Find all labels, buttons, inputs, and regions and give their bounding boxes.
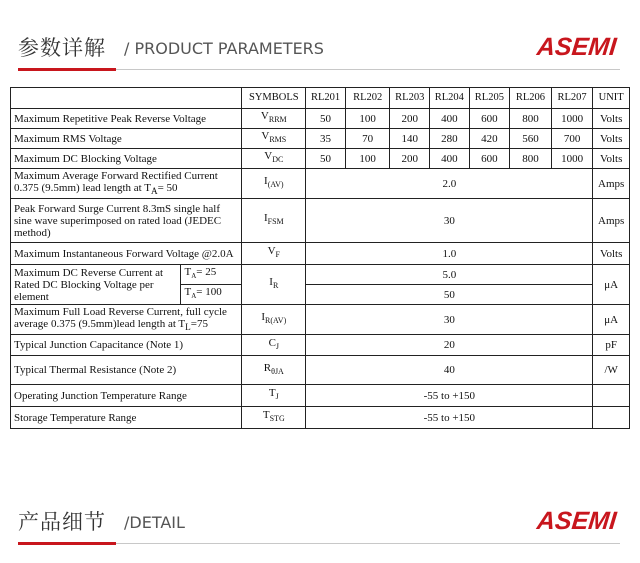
param-name: Operating Junction Temperature Range [11, 385, 242, 407]
param-name: Storage Temperature Range [11, 407, 242, 429]
value: 40 [306, 356, 593, 385]
value: -55 to +150 [306, 385, 593, 407]
symbol: $T_{STG}$ [242, 407, 306, 429]
header-rl201: RL201 [306, 88, 346, 109]
param-name: Typical Thermal Resistance (Note 2) [11, 356, 242, 385]
value: 35 [306, 129, 346, 149]
table-row [11, 109, 630, 129]
value: 5.0 [306, 265, 593, 285]
section-title-cn: 产品细节 [18, 510, 106, 534]
section-title-en: / PRODUCT PARAMETERS [124, 39, 324, 58]
unit: /W [593, 356, 630, 385]
symbol: $R_{\theta JA}$ [242, 356, 306, 385]
header-rl205: RL205 [469, 88, 510, 109]
section-header-detail [0, 504, 640, 554]
symbol: $V_{DC}$ [242, 149, 306, 169]
value: 1000 [551, 109, 593, 129]
header-symbols: SYMBOLS [242, 88, 306, 109]
section-header-parameters [0, 30, 640, 80]
value: 600 [469, 109, 510, 129]
unit: Volts [593, 149, 630, 169]
header-divider [116, 69, 620, 70]
value: 50 [306, 285, 593, 305]
value: 1000 [551, 149, 593, 169]
param-name: Maximum DC Blocking Voltage [11, 149, 242, 169]
value: 200 [390, 149, 430, 169]
table-row [11, 243, 630, 265]
symbol: $V_{RRM}$ [242, 109, 306, 129]
param-name: Maximum Full Load Reverse Current, full cycle average 0.375 (9.5mm)lead length at $T_L=75$ [11, 305, 242, 335]
symbol: $I_{R(AV)}$ [242, 305, 306, 335]
unit: Amps [593, 199, 630, 243]
table-row [11, 335, 630, 356]
param-name: Maximum Average Forward Rectified Current 0.375 (9.5mm) lead length at $T_A= 50$ [11, 169, 242, 199]
value: 800 [510, 149, 552, 169]
value: 50 [306, 149, 346, 169]
header-unit: UNIT [593, 88, 630, 109]
table-row [11, 356, 630, 385]
value: 2.0 [306, 169, 593, 199]
value: 200 [390, 109, 430, 129]
header-accent-bar [18, 542, 116, 545]
value: 400 [430, 149, 470, 169]
value: 600 [469, 149, 510, 169]
table-row [11, 149, 630, 169]
section-title-cn: 参数详解 [18, 36, 106, 60]
unit: Volts [593, 109, 630, 129]
value: -55 to +150 [306, 407, 593, 429]
table-row [11, 265, 630, 285]
header-rl204: RL204 [430, 88, 470, 109]
value: 50 [306, 109, 346, 129]
symbol: $T_J$ [242, 385, 306, 407]
unit: Amps [593, 169, 630, 199]
value: 100 [345, 109, 390, 129]
header-accent-bar [18, 68, 116, 71]
value: 800 [510, 109, 552, 129]
header-rl202: RL202 [345, 88, 390, 109]
condition: $T_A= 100$ [181, 285, 242, 305]
symbol: $V_{RMS}$ [242, 129, 306, 149]
unit [593, 385, 630, 407]
unit: Volts [593, 243, 630, 265]
value: 20 [306, 335, 593, 356]
value: 140 [390, 129, 430, 149]
unit: μA [593, 265, 630, 305]
condition: $T_A= 25$ [181, 265, 242, 285]
symbol: $I_R$ [242, 265, 306, 305]
param-name: Maximum Repetitive Peak Reverse Voltage [11, 109, 242, 129]
param-name: Maximum DC Reverse Current at Rated DC Blocking Voltage per element [11, 265, 181, 305]
brand-logo: ASEMI [535, 507, 618, 535]
value: 700 [551, 129, 593, 149]
table-row [11, 385, 630, 407]
value: 560 [510, 129, 552, 149]
value: 400 [430, 109, 470, 129]
value: 70 [345, 129, 390, 149]
param-name: Typical Junction Capacitance (Note 1) [11, 335, 242, 356]
symbol: $I_{FSM}$ [242, 199, 306, 243]
brand-logo: ASEMI [535, 33, 618, 61]
value: 30 [306, 305, 593, 335]
unit: Volts [593, 129, 630, 149]
value: 420 [469, 129, 510, 149]
header-rl207: RL207 [551, 88, 593, 109]
unit: μA [593, 305, 630, 335]
header-divider [116, 543, 620, 544]
table-row [11, 129, 630, 149]
table-row [11, 169, 630, 199]
table-row [11, 305, 630, 335]
param-name: Maximum RMS Voltage [11, 129, 242, 149]
param-name: Maximum Instantaneous Forward Voltage @2.0A [11, 243, 242, 265]
value: 30 [306, 199, 593, 243]
symbol: $C_J$ [242, 335, 306, 356]
value: 1.0 [306, 243, 593, 265]
header-rl203: RL203 [390, 88, 430, 109]
unit: pF [593, 335, 630, 356]
header-parameter [11, 88, 242, 109]
param-name: Peak Forward Surge Current 8.3mS single half sine wave superimposed on rated load (JEDEC method) [11, 199, 242, 243]
section-title-en: /DETAIL [124, 513, 185, 532]
unit [593, 407, 630, 429]
value: 280 [430, 129, 470, 149]
table-header-row [11, 88, 630, 109]
header-rl206: RL206 [510, 88, 552, 109]
value: 100 [345, 149, 390, 169]
symbol: $V_F$ [242, 243, 306, 265]
symbol: $I_{(AV)}$ [242, 169, 306, 199]
parameters-table [10, 87, 630, 429]
table-row [11, 407, 630, 429]
table-row [11, 199, 630, 243]
